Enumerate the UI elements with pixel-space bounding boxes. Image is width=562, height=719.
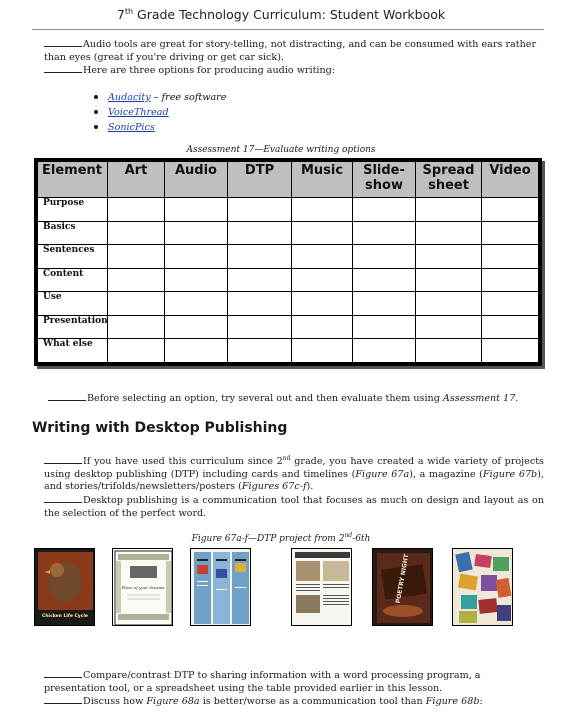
- table-header: Element: [38, 162, 108, 198]
- evaluation-cell[interactable]: [353, 245, 416, 269]
- evaluation-cell[interactable]: [228, 315, 292, 339]
- evaluation-cell[interactable]: [353, 339, 416, 363]
- evaluation-cell[interactable]: [292, 339, 353, 363]
- audio-options-list: [92, 90, 226, 135]
- row-label: What else: [38, 339, 108, 363]
- evaluation-cell[interactable]: [108, 315, 165, 339]
- evaluation-cell[interactable]: [108, 268, 165, 292]
- page-header: 7th Grade Technology Curriculum: Student Workbook: [116, 7, 446, 23]
- table-header: Video: [482, 162, 539, 198]
- evaluation-cell[interactable]: [353, 198, 416, 222]
- voicethread-link[interactable]: VoiceThread: [108, 107, 169, 118]
- evaluation-cell[interactable]: [165, 315, 228, 339]
- paragraph-compare-contrast: Compare/contrast DTP to sharing information with a word processing program, a presentation tool, or a spreadsheet using the table provided earlier in this lesson.: [44, 670, 481, 694]
- evaluation-cell[interactable]: [165, 198, 228, 222]
- figure-caption: Figure 67a-f—DTP project from 2nd-6th: [191, 532, 371, 544]
- paragraph-audio-tools: Audio tools are great for story-telling, not distracting, and can be consumed with ears rather than eyes (great if you're driving or get car sick).: [44, 39, 537, 63]
- evaluation-cell[interactable]: [292, 292, 353, 316]
- sonicpics-link[interactable]: SonicPics: [108, 122, 155, 133]
- table-row: [38, 221, 539, 245]
- evaluation-cell[interactable]: [482, 268, 539, 292]
- answer-blank[interactable]: [44, 493, 82, 503]
- evaluation-cell[interactable]: [292, 268, 353, 292]
- evaluation-cell[interactable]: [165, 268, 228, 292]
- figure-title: Place of your dreams: [121, 585, 165, 590]
- evaluation-cell[interactable]: [292, 198, 353, 222]
- evaluation-cell[interactable]: [353, 292, 416, 316]
- figure-67d-image: [291, 548, 352, 626]
- table-header: Art: [108, 162, 165, 198]
- audacity-link[interactable]: Audacity: [108, 92, 151, 103]
- evaluation-cell[interactable]: [165, 221, 228, 245]
- figure-67a-image: [34, 548, 95, 626]
- table-header: Slide-show: [353, 162, 416, 198]
- evaluation-cell[interactable]: [416, 245, 482, 269]
- answer-blank[interactable]: [44, 63, 82, 73]
- evaluation-cell[interactable]: [108, 339, 165, 363]
- paragraph-options-intro: Here are three options for producing audio writing:: [44, 63, 544, 78]
- answer-blank[interactable]: [44, 668, 82, 678]
- row-label: Sentences: [38, 245, 108, 269]
- evaluation-cell[interactable]: [482, 315, 539, 339]
- evaluation-cell[interactable]: [228, 198, 292, 222]
- table-row: [38, 245, 539, 269]
- evaluation-cell[interactable]: [416, 339, 482, 363]
- evaluation-cell[interactable]: [416, 315, 482, 339]
- evaluation-cell[interactable]: [228, 268, 292, 292]
- row-label: Content: [38, 268, 108, 292]
- evaluation-cell[interactable]: [353, 315, 416, 339]
- header-rule: [32, 29, 544, 30]
- answer-blank[interactable]: [48, 391, 86, 401]
- evaluation-cell[interactable]: [416, 268, 482, 292]
- row-label: Presentation: [38, 315, 108, 339]
- evaluation-cell[interactable]: [165, 339, 228, 363]
- evaluation-cell[interactable]: [482, 245, 539, 269]
- table-row: [38, 315, 539, 339]
- evaluation-cell[interactable]: [108, 292, 165, 316]
- row-label: Use: [38, 292, 108, 316]
- evaluation-cell[interactable]: [482, 292, 539, 316]
- list-item: [92, 120, 226, 135]
- evaluation-cell[interactable]: [416, 221, 482, 245]
- evaluation-cell[interactable]: [228, 245, 292, 269]
- assessment-table: [34, 158, 542, 366]
- table-row: [38, 292, 539, 316]
- evaluation-cell[interactable]: [482, 339, 539, 363]
- evaluation-cell[interactable]: [228, 292, 292, 316]
- paragraph-before-selecting: Before selecting an option, try several out and then evaluate them using Assessment 17.: [48, 391, 548, 406]
- evaluation-cell[interactable]: [108, 198, 165, 222]
- figure-67f-image: [452, 548, 513, 626]
- evaluation-cell[interactable]: [228, 339, 292, 363]
- figure-67b-image: [112, 548, 173, 626]
- figure-67e-image: [372, 548, 433, 626]
- answer-blank[interactable]: [44, 694, 82, 704]
- evaluation-cell[interactable]: [108, 221, 165, 245]
- table-row: [38, 268, 539, 292]
- evaluation-cell[interactable]: [353, 221, 416, 245]
- answer-blank[interactable]: [44, 37, 82, 47]
- evaluation-cell[interactable]: [165, 245, 228, 269]
- evaluation-cell[interactable]: [416, 292, 482, 316]
- evaluation-cell[interactable]: [292, 221, 353, 245]
- evaluation-cell[interactable]: [165, 292, 228, 316]
- evaluation-cell[interactable]: [292, 245, 353, 269]
- evaluation-cell[interactable]: [228, 221, 292, 245]
- evaluation-cell[interactable]: [416, 198, 482, 222]
- row-label: Basics: [38, 221, 108, 245]
- table-header: Spread sheet: [416, 162, 482, 198]
- evaluation-cell[interactable]: [482, 221, 539, 245]
- evaluation-cell[interactable]: [482, 198, 539, 222]
- table-header: Audio: [165, 162, 228, 198]
- section-heading: Writing with Desktop Publishing: [32, 420, 288, 436]
- figure-67c-image: [190, 548, 251, 626]
- figure-title: POETRY NIGHT: [394, 553, 411, 604]
- evaluation-cell[interactable]: [353, 268, 416, 292]
- table-header: Music: [292, 162, 353, 198]
- figure-title: Chicken Life Cycle: [42, 614, 88, 619]
- paragraph-dtp-history: If you have used this curriculum since 2nd grade, you have created a wide variety of projects using desktop publishing (DTP) including cards and timelines (Figure 67a), a magazine (Figure 67b), and stories/trifolds/newsletters/posters (Figures 67c-f).: [44, 455, 544, 493]
- list-item: [92, 105, 226, 120]
- list-item: Audacity – free software: [92, 90, 226, 105]
- table-header: DTP: [228, 162, 292, 198]
- answer-blank[interactable]: [44, 454, 82, 464]
- assessment-caption: Assessment 17—Evaluate writing options: [186, 145, 376, 155]
- paragraph-discuss: Discuss how Figure 68a is better/worse as a communication tool than Figure 68b:: [44, 694, 544, 709]
- evaluation-cell[interactable]: [108, 245, 165, 269]
- table-row: [38, 339, 539, 363]
- evaluation-cell[interactable]: [292, 315, 353, 339]
- paragraph-dtp-definition: Desktop publishing is a communication tool that focuses as much on design and layout as on the selection of the perfect word.: [44, 495, 544, 519]
- row-label: Purpose: [38, 198, 108, 222]
- table-row: [38, 198, 539, 222]
